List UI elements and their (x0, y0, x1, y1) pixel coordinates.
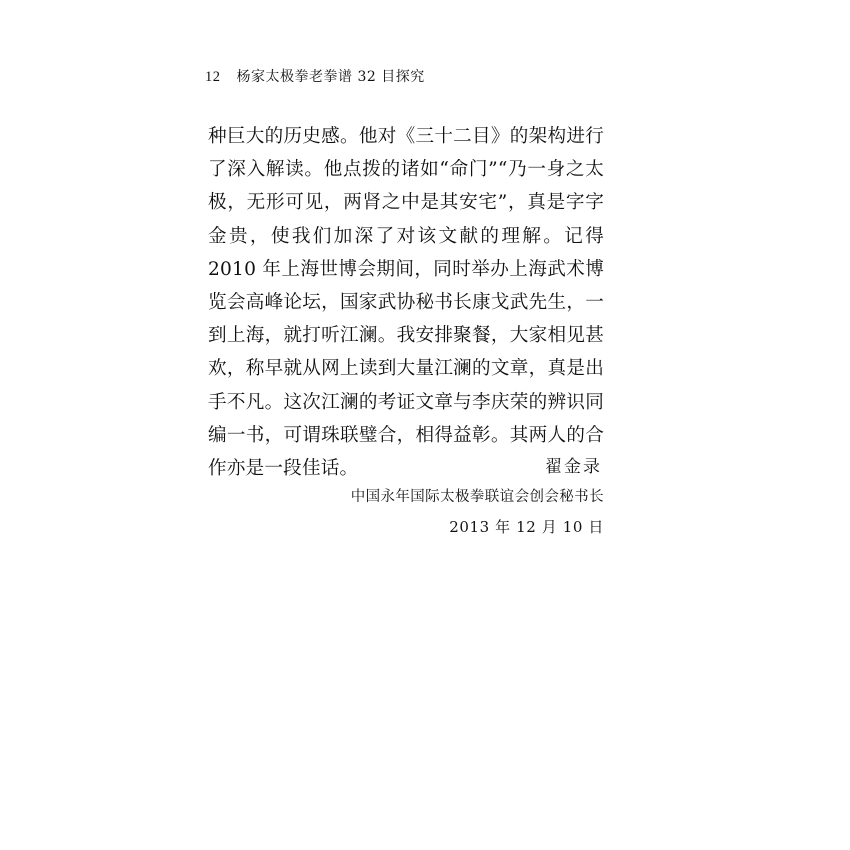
page-number: 12 (205, 69, 221, 85)
body-paragraph: 种巨大的历史感。他对《三十二目》的架构进行了深入解读。他点拨的诸如“命门”“乃一身之太极，无形可见，两肾之中是其安宅”，真是字字金贵，使我们加深了对该文献的理解。记得 2010 年上海世博会期间，同时举办上海武术博览会高峰论坛，国家武协秘书长康戈武先生，一到上海，就打听江澜。我安排聚餐，大家相见甚欢，称早就从网上读到大量江澜的文章，真是出手不凡。这次江澜的考证文章与李庆荣的辨识同编一书，可谓珠联璧合，相得益彰。其两人的合作亦是一段佳话。 (208, 126, 604, 480)
signature-block (208, 452, 604, 542)
running-head (205, 66, 425, 86)
signature-title: 中国永年国际太极拳联谊会创会秘书长 (350, 489, 604, 505)
signature-name: 翟金录 (545, 457, 602, 477)
running-head-title: 杨家太极拳老拳谱 32 目探究 (236, 69, 425, 85)
body-text-block (208, 120, 604, 485)
signature-date: 2013 年 12 月 10 日 (449, 518, 604, 536)
